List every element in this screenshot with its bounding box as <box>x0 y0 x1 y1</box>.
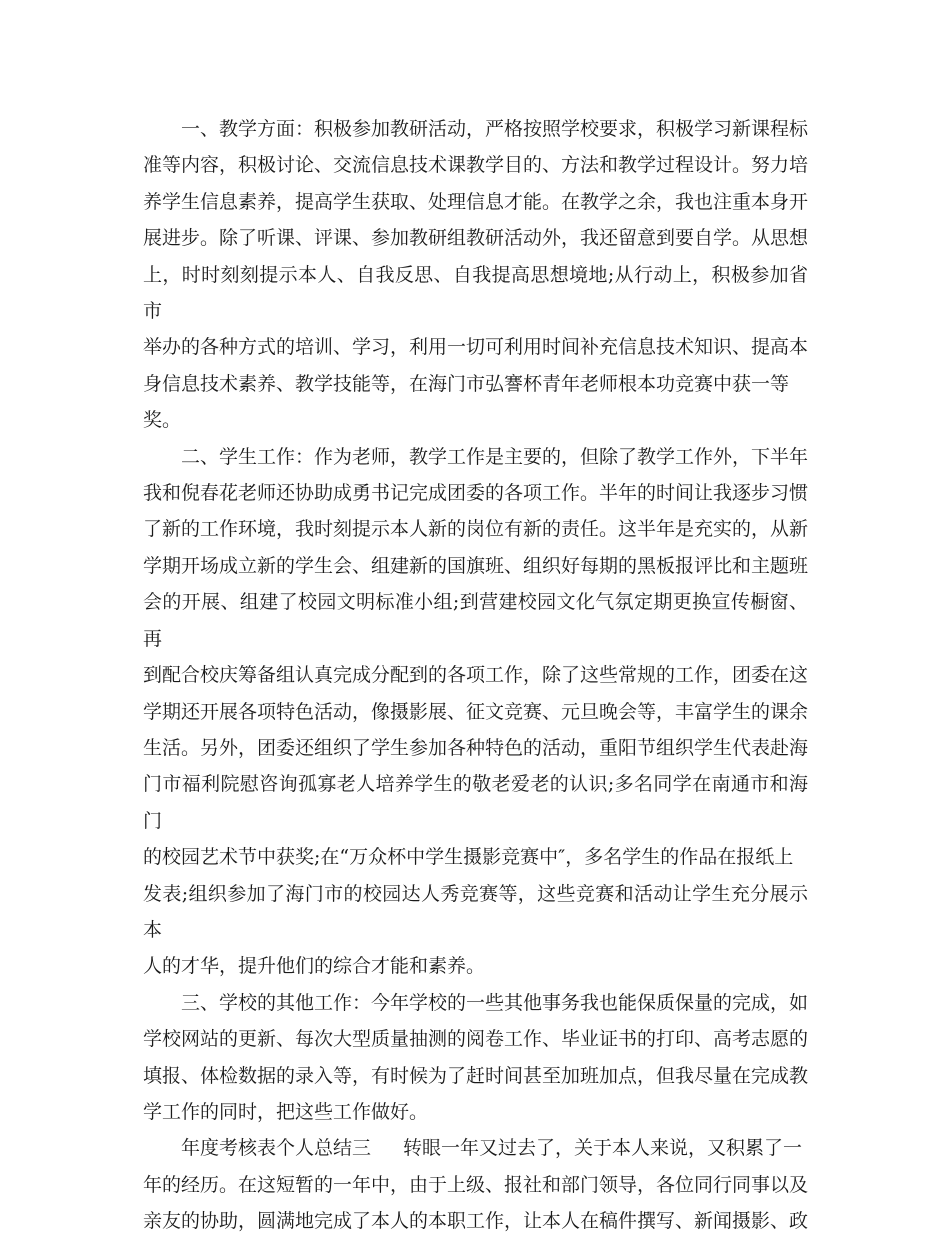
document-body <box>143 111 808 1240</box>
text-line: 奖。 <box>143 409 182 432</box>
text-line: 学校网站的更新、每次大型质量抽测的阅卷工作、毕业证书的打印、高考志愿的 <box>143 1028 809 1051</box>
text-line: 三、学校的其他工作：今年学校的一些其他事务我也能保质保量的完成，如 <box>181 991 809 1014</box>
text-line: 门市福利院慰咨询孤寡老人培养学生的敬老爱老的认识;多名同学在南通市和海门 <box>143 773 808 832</box>
text-line: 学工作的同时，把这些工作做好。 <box>143 1100 429 1123</box>
text-line: 身信息技术素养、教学技能等，在海门市弘謇杯青年老师根本功竞赛中获一等 <box>143 372 790 395</box>
text-line: 学期还开展各项特色活动，像摄影展、征文竞赛、元旦晚会等，丰富学生的课余 <box>143 700 809 723</box>
paragraph-other-work <box>143 985 808 1131</box>
paragraph-summary-three <box>143 1130 808 1239</box>
paragraph-teaching <box>143 111 808 439</box>
text-line: 的校园艺术节中获奖;在“万众杯中学生摄影竞赛中″，多名学生的作品在报纸上 <box>143 846 794 869</box>
text-line: 学期开场成立新的学生会、组建新的国旗班、组织好每期的黑板报评比和主题班 <box>143 554 809 577</box>
text-line: 一、教学方面：积极参加教研活动，严格按照学校要求，积极学习新课程标 <box>181 118 809 140</box>
text-line: 亲友的协助，圆满地完成了本人的本职工作，让本人在稿件撰写、新闻摄影、政 <box>143 1210 809 1233</box>
text-line: 展进步。除了听课、评课、参加教研组教研活动外，我还留意到要自学。从思想 <box>143 227 809 250</box>
text-line: 准等内容，积极讨论、交流信息技术课教学目的、方法和教学过程设计。努力培 <box>143 154 809 177</box>
text-line: 填报、体检数据的录入等，有时候为了赶时间甚至加班加点，但我尽量在完成教 <box>143 1064 809 1087</box>
text-line: 会的开展、组建了校园文明标准小组;到营建校园文化气氛定期更换宣传橱窗、再 <box>143 591 808 650</box>
paragraph-student-work <box>143 439 808 985</box>
text-line: 上，时时刻刻提示本人、自我反思、自我提高思想境地;从行动上，积极参加省市 <box>143 263 808 323</box>
text-line: 发表;组织参加了海门市的校园达人秀竞赛等，这些竞赛和活动让学生充分展示本 <box>143 882 808 941</box>
text-line: 举办的各种方式的培训、学习，利用一切可利用时间补充信息技术知识、提高本 <box>143 336 809 359</box>
text-line: 二、学生工作：作为老师，教学工作是主要的，但除了教学工作外，下半年 <box>181 445 809 468</box>
text-line: 养学生信息素养，提高学生获取、处理信息才能。在教学之余，我也注重本身开 <box>143 190 809 213</box>
text-run: 转眼一年又过去了，关于本人来说，又积累了一 <box>403 1137 803 1160</box>
text-line: 生活。另外，团委还组织了学生参加各种特色的活动，重阳节组织学生代表赴海 <box>143 736 809 759</box>
text-line: 到配合校庆筹备组认真完成分配到的各项工作，除了这些常规的工作，团委在这 <box>143 664 809 687</box>
text-line <box>143 1130 808 1166</box>
section-heading: 年度考核表个人总结三 <box>181 1137 372 1160</box>
text-line: 年的经历。在这短暂的一年中，由于上级、报社和部门领导，各位同行同事以及 <box>143 1173 809 1196</box>
text-line: 我和倪春花老师还协助成勇书记完成团委的各项工作。半年的时间让我逐步习惯 <box>143 482 809 505</box>
text-line: 了新的工作环境，我时刻提示本人新的岗位有新的责任。这半年是充实的，从新 <box>143 518 809 541</box>
text-line: 人的才华，提升他们的综合才能和素养。 <box>143 955 486 978</box>
